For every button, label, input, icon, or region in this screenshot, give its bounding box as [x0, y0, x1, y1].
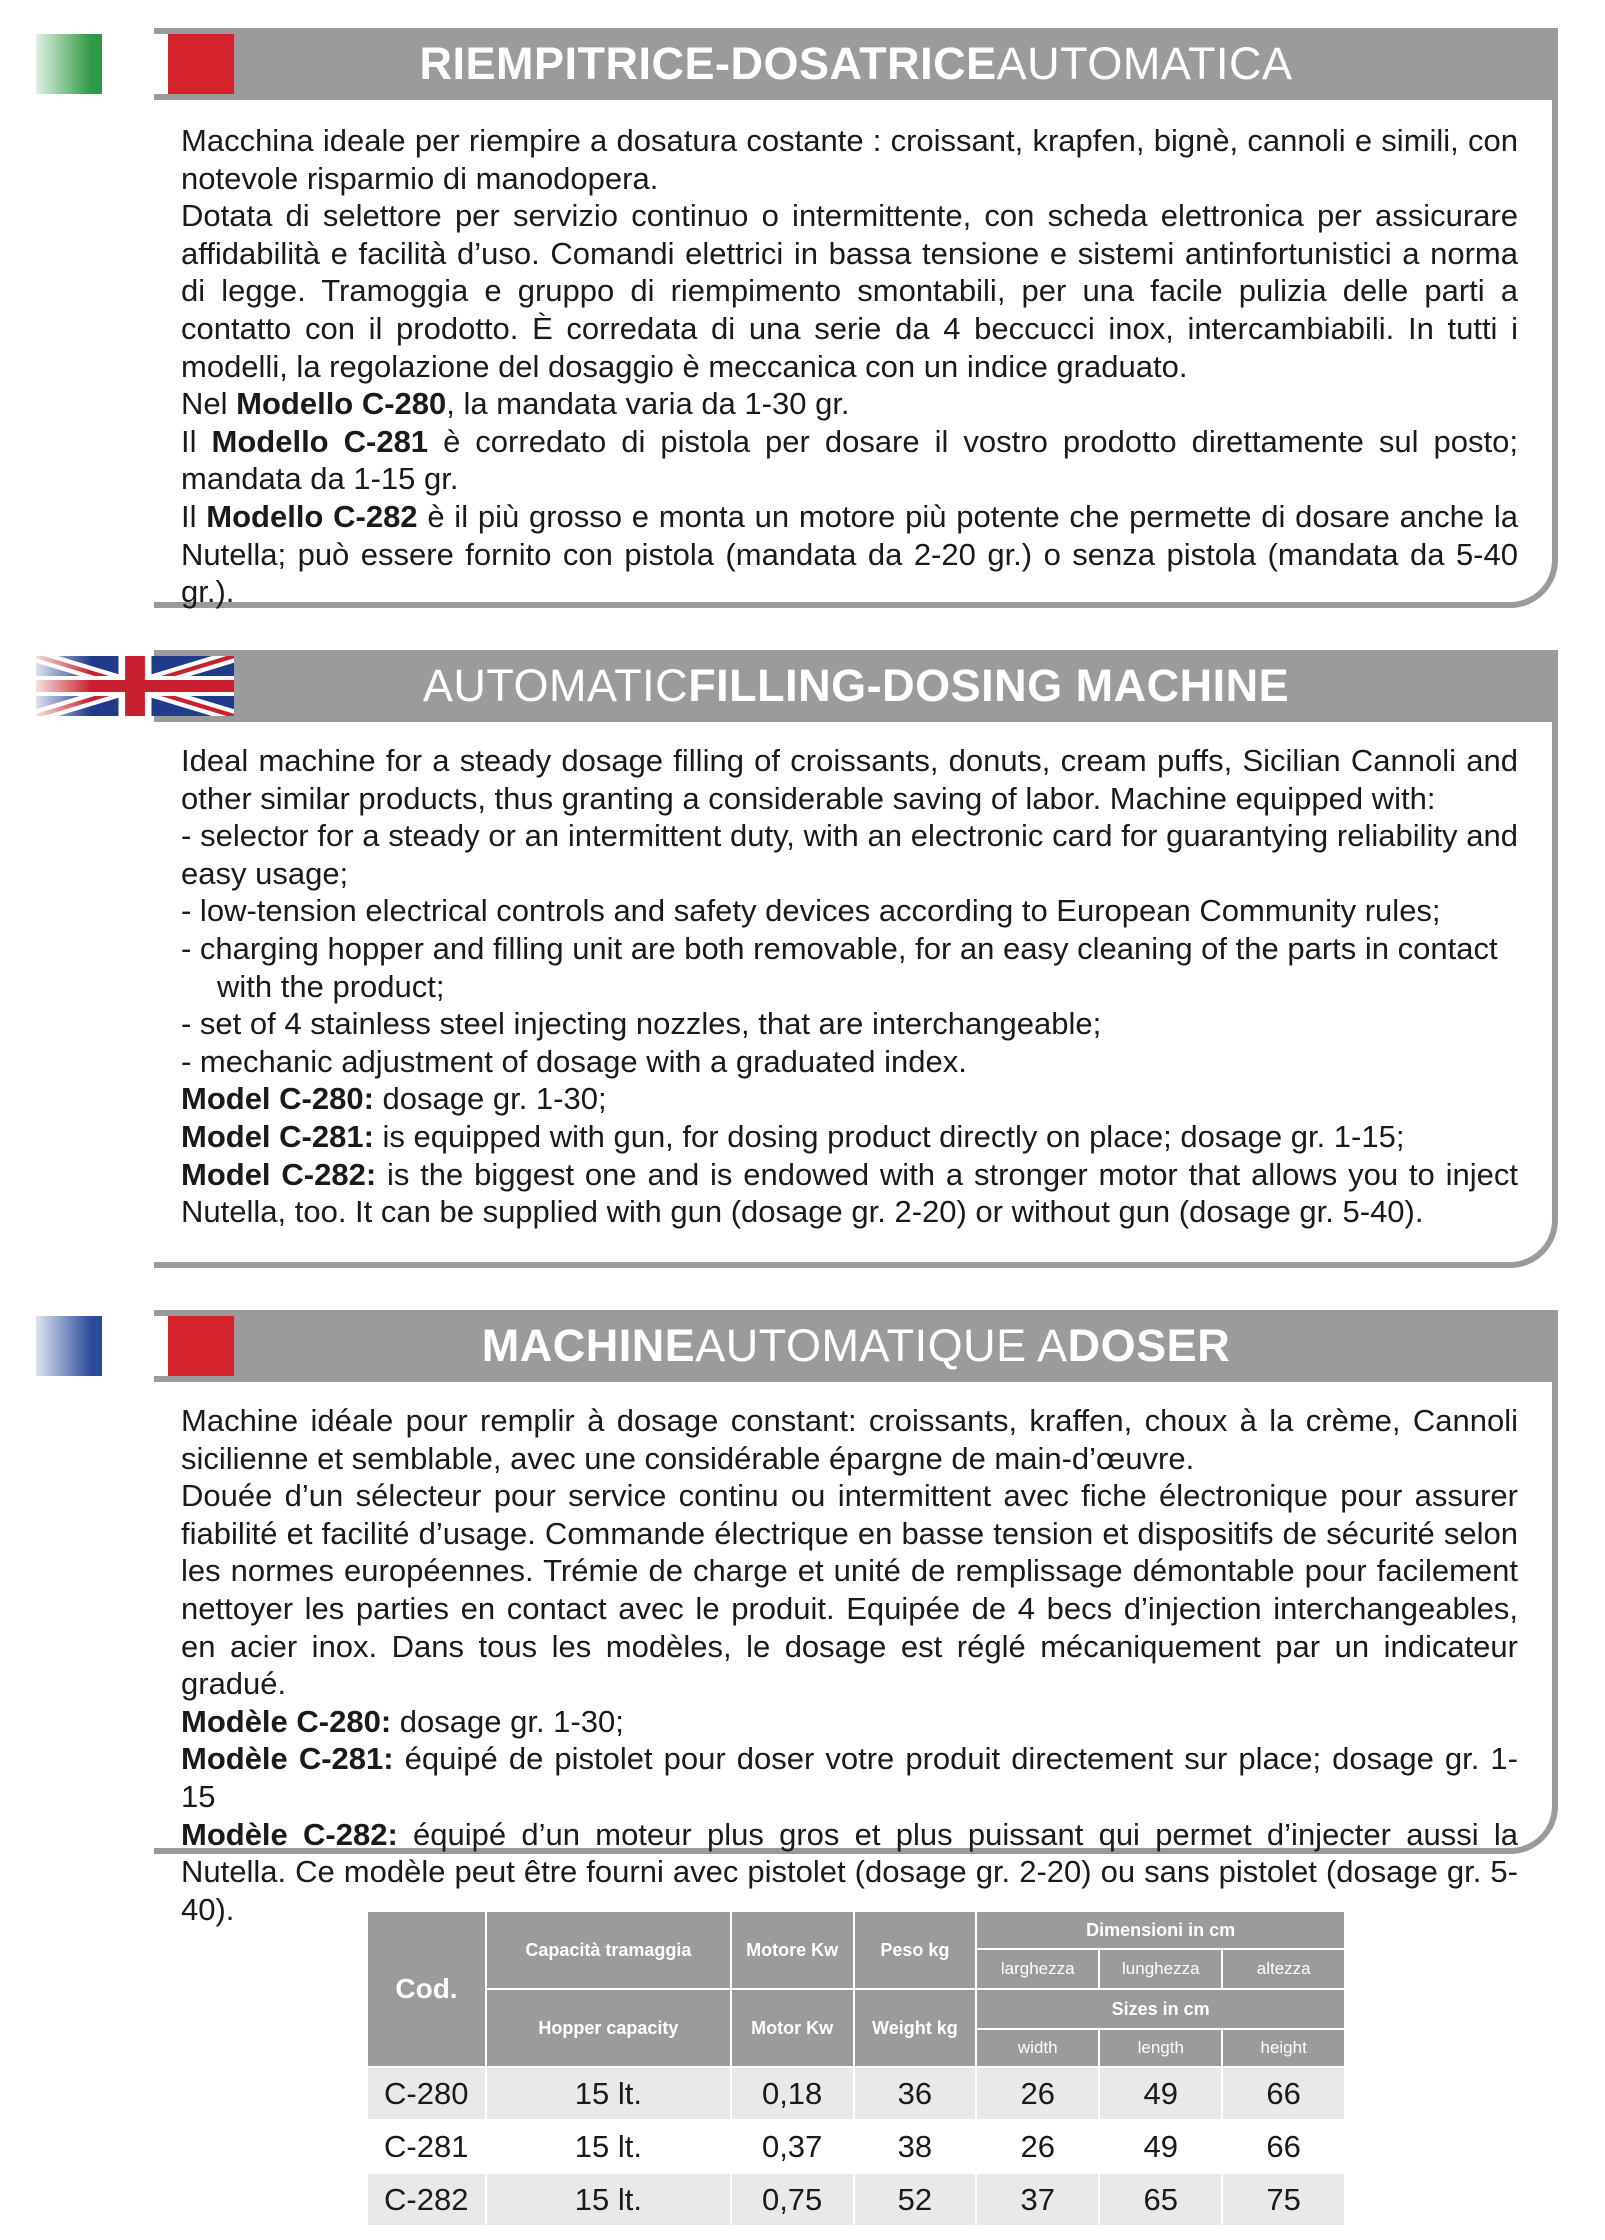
- bullet: - mechanic adjustment of dosage with a graduated index.: [181, 1043, 967, 1079]
- italian-description: [181, 122, 1518, 611]
- cell-width: 26: [976, 2120, 1099, 2173]
- spec-table: [366, 1910, 1346, 2227]
- dimensions-header-en: Sizes in cm: [976, 1989, 1345, 2029]
- dimensions-header-it: Dimensioni in cm: [976, 1911, 1345, 1949]
- capacity-header-it: Capacità tramaggia: [486, 1911, 731, 1989]
- bullet-continued: with the product;: [217, 968, 445, 1004]
- cell-height: 66: [1222, 2067, 1345, 2120]
- cell-height: 66: [1222, 2120, 1345, 2173]
- cell-motor: 0,37: [731, 2120, 854, 2173]
- model-line: Nel Modello C-280, la mandata varia da 1-30 gr.: [181, 386, 850, 422]
- cell-width: 37: [976, 2173, 1099, 2226]
- paragraph: Ideal machine for a steady dosage filling of croissants, donuts, cream puffs, Sicilian Cannoli and other similar products, thus granting a considerable saving of labor. Machine equipped with:: [181, 743, 1518, 816]
- bullet: - charging hopper and filling unit are both removable, for an easy cleaning of the parts in contact: [181, 930, 1498, 966]
- height-header-it: altezza: [1222, 1949, 1345, 1989]
- cell-code: C-280: [367, 2067, 486, 2120]
- paragraph: Macchina ideale per riempire a dosatura costante : croissant, krapfen, bignè, cannoli e simili, con notevole risparmio di manodopera.: [181, 123, 1518, 196]
- cell-capacity: 15 lt.: [486, 2067, 731, 2120]
- title-normal: AUTOMATICA: [996, 38, 1293, 89]
- cell-capacity: 15 lt.: [486, 2120, 731, 2173]
- cell-code: C-282: [367, 2173, 486, 2226]
- bullet: - set of 4 stainless steel injecting nozzles, that are interchangeable;: [181, 1006, 1102, 1042]
- title-bold: MACHINE: [481, 1320, 696, 1371]
- width-header-en: width: [976, 2029, 1099, 2067]
- paragraph: Dotata di selettore per servizio continuo o intermittente, con scheda elettronica per assicurare affidabilità e facilità d’uso. Comandi elettrici in bassa tensione e sistemi antinfortunistici a norma di legge. Tramoggia e gruppo di riempimento smontabili, per una facile pulizia delle parti a contatto con il prodotto. È corredata di una serie da 4 beccucci inox, intercambiabili. In tutti i modelli, la regolazione del dosaggio è meccanica con un indice graduato.: [181, 198, 1518, 384]
- france-flag-icon: [36, 1316, 234, 1376]
- model-line: Il Modello C-281 è corredato di pistola per dosare il vostro prodotto direttamente sul posto; mandata da 1-15 gr.: [181, 423, 1518, 497]
- section-title: [154, 28, 1558, 100]
- french-section: [36, 1310, 1558, 1927]
- title-bold: RIEMPITRICE-DOSATRICE: [419, 38, 997, 89]
- title-normal: AUTOMATIC: [422, 660, 689, 711]
- cell-motor: 0,75: [731, 2173, 854, 2226]
- capacity-header-en: Hopper capacity: [486, 1989, 731, 2067]
- width-header-it: larghezza: [976, 1949, 1099, 1989]
- table-row: [367, 2120, 1345, 2173]
- cell-length: 49: [1099, 2120, 1222, 2173]
- bullet: - low-tension electrical controls and safety devices according to European Community rules;: [181, 893, 1441, 929]
- model-line: Modèle C-280: dosage gr. 1-30;: [181, 1703, 624, 1739]
- cell-capacity: 15 lt.: [486, 2173, 731, 2226]
- weight-header-it: Peso kg: [854, 1911, 977, 1989]
- model-line: Model C-282: is the biggest one and is endowed with a stronger motor that allows you to inject Nutella, too. It can be supplied with gun (dosage gr. 2-20) or without gun (dosage gr. 5-40).: [181, 1156, 1518, 1230]
- title-bold: FILLING-DOSING MACHINE: [688, 660, 1290, 711]
- model-line: Il Modello C-282 è il più grosso e monta un motore più potente che permette di dosare anche la Nutella; può essere fornito con pistola (mandata da 2-20 gr.) o senza pistola (mandata da 5-40 gr.).: [181, 498, 1518, 610]
- model-line: Model C-281: is equipped with gun, for dosing product directly on place; dosage gr. 1-15;: [181, 1118, 1405, 1154]
- weight-header-en: Weight kg: [854, 1989, 977, 2067]
- cell-length: 49: [1099, 2067, 1222, 2120]
- paragraph: Machine idéale pour remplir à dosage constant: croissants, kraffen, choux à la crème, Cannoli sicilienne et semblable, avec une considérable épargne de main-d’œuvre.: [181, 1403, 1518, 1476]
- model-line: Modèle C-282: équipé d’un moteur plus gros et plus puissant qui permet d’injecter aussi la Nutella. Ce modèle peut être fourni avec pistolet (dosage gr. 2-20) ou sans pistolet (dosage gr. 5-40).: [181, 1816, 1518, 1927]
- cell-weight: 36: [854, 2067, 977, 2120]
- title-normal: AUTOMATIQUE A: [695, 1320, 1068, 1371]
- uk-flag-icon: [36, 656, 234, 716]
- cell-length: 65: [1099, 2173, 1222, 2226]
- english-section: [36, 650, 1558, 1268]
- cell-weight: 52: [854, 2173, 977, 2226]
- title-bold: DOSER: [1067, 1320, 1231, 1371]
- cod-header: Cod.: [367, 1911, 486, 2067]
- height-header-en: height: [1222, 2029, 1345, 2067]
- italian-section: [36, 28, 1558, 608]
- french-description: [181, 1402, 1518, 1928]
- section-title: [154, 1310, 1558, 1382]
- motor-header-it: Motore Kw: [731, 1911, 854, 1989]
- cell-code: C-281: [367, 2120, 486, 2173]
- cell-weight: 38: [854, 2120, 977, 2173]
- bullet: - selector for a steady or an intermittent duty, with an electronic card for guarantying reliability and easy usage;: [181, 818, 1518, 891]
- length-header-it: lunghezza: [1099, 1949, 1222, 1989]
- cell-height: 75: [1222, 2173, 1345, 2226]
- paragraph: Douée d’un sélecteur pour service continu ou intermittent avec fiche électronique pour assurer fiabilité et facilité d’usage. Commande électrique en basse tension et dispositifs de sécurité selon les normes européennes. Trémie de charge et unité de remplissage démontable pour facilement nettoyer les parties en contact avec le produit. Equipée de 4 becs d’injection interchangeables, en acier inox. Dans tous les modèles, le dosage est réglé mécaniquement par un indicateur gradué.: [181, 1478, 1518, 1702]
- english-description: [181, 742, 1518, 1231]
- model-line: Modèle C-281: équipé de pistolet pour doser votre produit directement sur place; dosage gr. 1-15: [181, 1741, 1518, 1814]
- cell-motor: 0,18: [731, 2067, 854, 2120]
- section-title: [154, 650, 1558, 722]
- length-header-en: length: [1099, 2029, 1222, 2067]
- table-row: [367, 2173, 1345, 2226]
- table-row: [367, 2067, 1345, 2120]
- cell-width: 26: [976, 2067, 1099, 2120]
- model-line: Model C-280: dosage gr. 1-30;: [181, 1081, 607, 1117]
- italy-flag-icon: [36, 34, 234, 94]
- motor-header-en: Motor Kw: [731, 1989, 854, 2067]
